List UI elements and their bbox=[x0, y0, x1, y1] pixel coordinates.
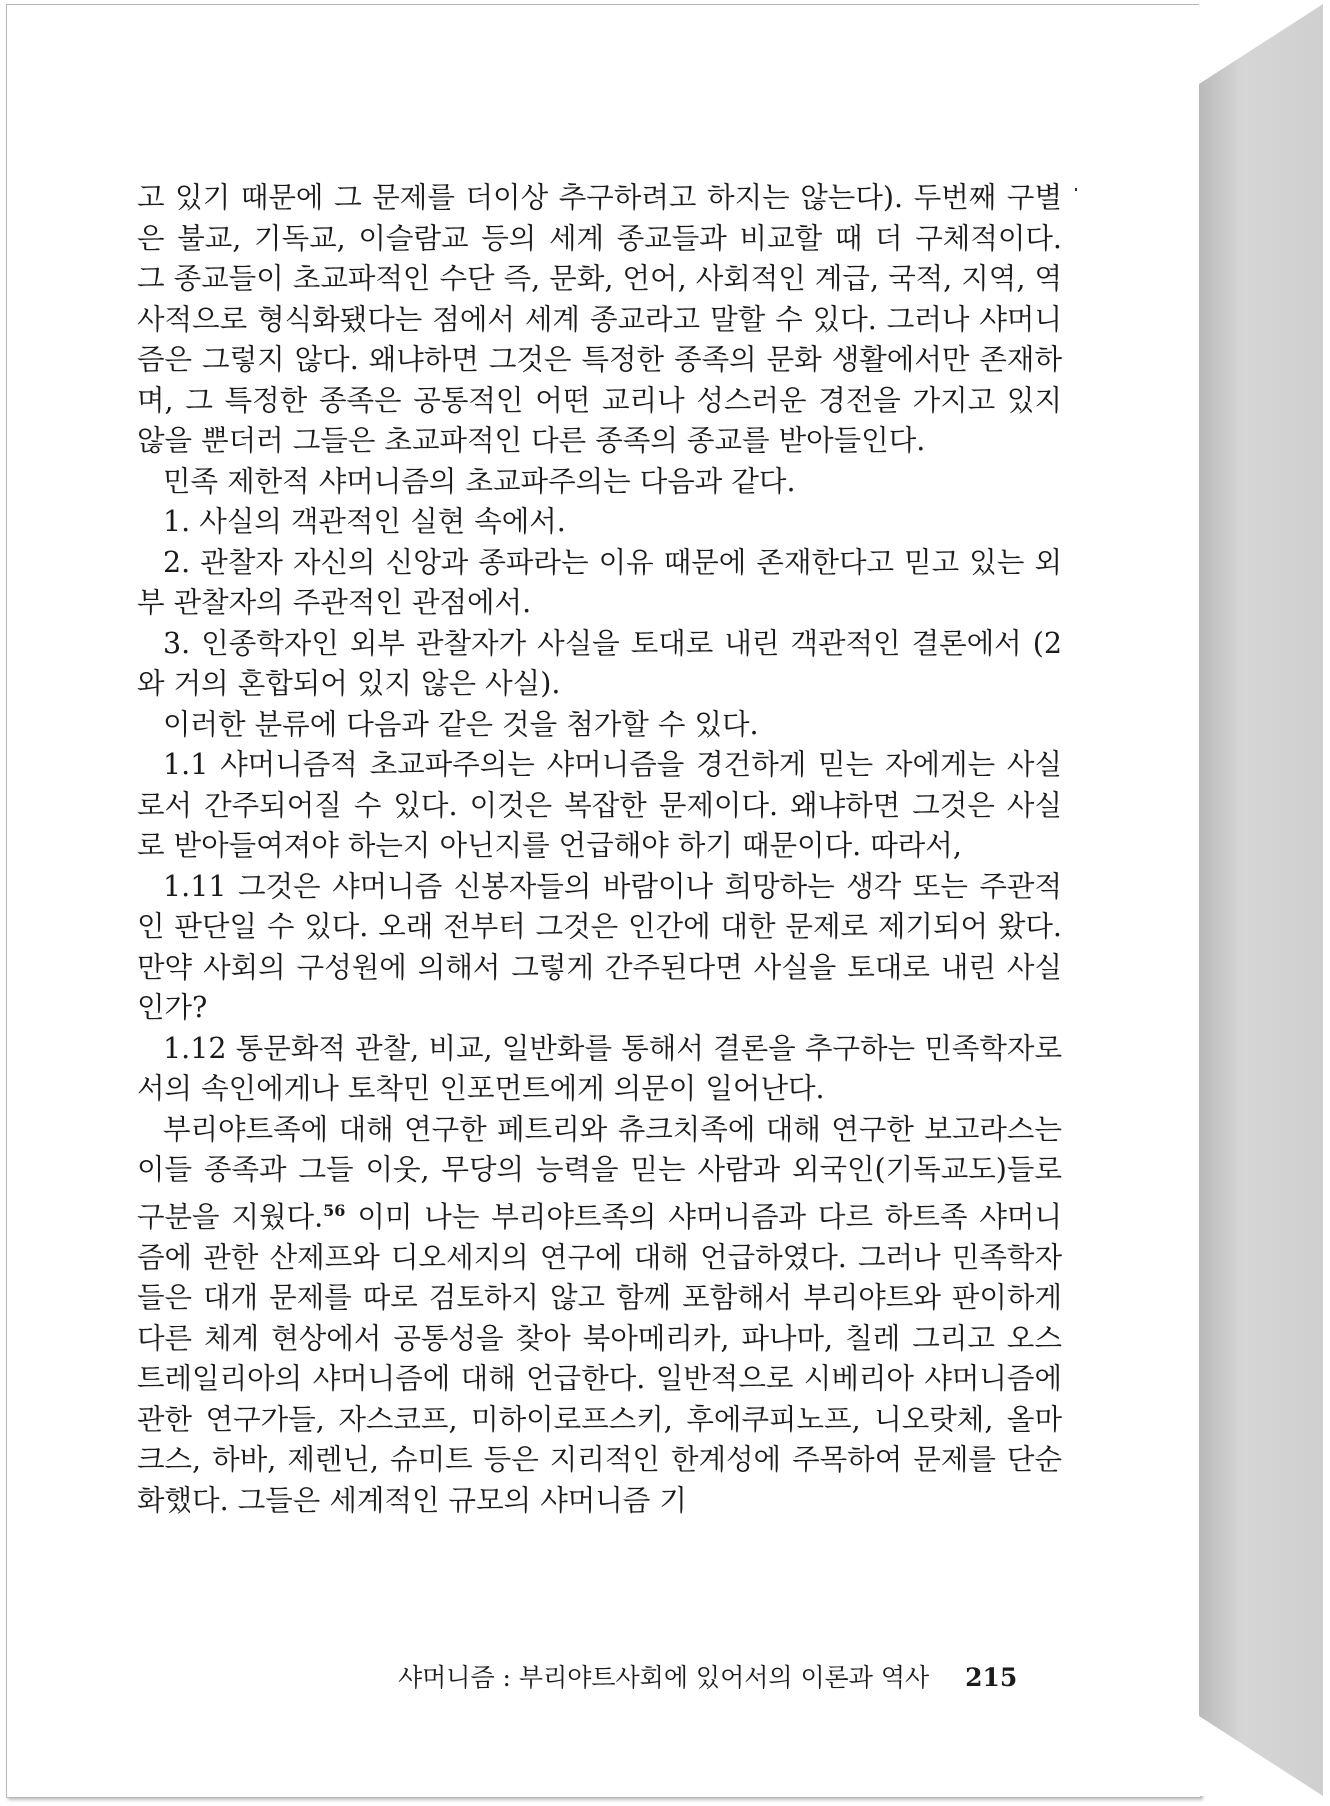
list-item-2: 2. 관찰자 자신의 신앙과 종파라는 이유 때문에 존재한다고 믿고 있는 외부 관찰자의 주관적인 관점에서. bbox=[137, 545, 1062, 619]
paragraph-1-11: 1.11 그것은 샤머니즘 신봉자들의 바람이나 희망하는 생각 또는 주관적인 판단일 수 있다. 오래 전부터 그것은 인간에 대한 문제로 제기되어 왔다. 만약 사회의 구성원에 의해서 그렇게 간주된다면 사실을 토대로 내린 사실인가? bbox=[137, 869, 1062, 1024]
paragraph-1: 고 있기 때문에 그 문제를 더이상 추구하려고 하지는 않는다). 두번째 구별은 불교, 기독교, 이슬람교 등의 세계 종교들과 비교할 때 더 구체적이다. 그 종교들이 초교파적인 수단 즉, 문화, 언어, 사회적인 계급, 국적, 지역, 역사적으로 형식화됐다는 점에서 세계 종교라고 말할 수 있다. 그러나 샤머니즘은 그렇지 않다. 왜냐하면 그것은 특정한 종족의 문화 생활에서만 존재하며, 그 특정한 종족은 공통적인 어떤 교리나 성스러운 경전을 가지고 있지 않을 뿐더러 그들은 초교파적인 다른 종족의 종교를 받아들인다. bbox=[137, 181, 1062, 457]
stray-mark bbox=[1075, 188, 1077, 191]
list-item-1: 1. 사실의 객관적인 실현 속에서. bbox=[163, 505, 566, 538]
running-title: 샤머니즘 : 부리야트사회에 있어서의 이론과 역사 bbox=[398, 1663, 930, 1692]
paragraph-1-12: 1.12 통문화적 관찰, 비교, 일반화를 통해서 결론을 추구하는 민족학자로서의 속인에게나 토착민 인포먼트에게 의문이 일어난다. bbox=[137, 1031, 1062, 1105]
body-text bbox=[137, 178, 1062, 1521]
list-item-3: 3. 인종학자인 외부 관찰자가 사실을 토대로 내린 객관적인 결론에서 (2와 거의 혼합되어 있지 않은 사실). bbox=[137, 626, 1062, 700]
paragraph-buryat-part2: 이미 나는 부리야트족의 샤머니즘과 다르 하트족 샤머니즘에 관한 산제프와 디오세지의 연구에 대해 언급하였다. 그러나 민족학자들은 대개 문제를 따로 검토하지 않고 함께 포함해서 부리야트와 판이하게 다른 체계 현상에서 공통성을 찾아 북아메리카, 파나마, 칠레 그리고 오스트레일리아의 샤머니즘에 대해 언급한다. 일반적으로 시베리아 샤머니즘에 관한 연구가들, 자스코프, 미하이로프스키, 후에쿠피노프, 니오랏체, 올마크스, 하바, 제렌닌, 슈미트 등은 지리적인 한계성에 주목하여 문제를 단순화했다. 그들은 세계적인 규모의 샤머니즘 기 bbox=[137, 1200, 1062, 1517]
paragraph-addition: 이러한 분류에 다음과 같은 것을 첨가할 수 있다. bbox=[163, 707, 759, 741]
spine-bottom-cut bbox=[1199, 1716, 1323, 1796]
footnote-marker: 56 bbox=[323, 1200, 346, 1220]
paragraph-1-1: 1.1 샤머니즘적 초교파주의는 샤머니즘을 경건하게 믿는 자에게는 사실로서 간주되어질 수 있다. 이것은 복잡한 문제이다. 왜냐하면 그것은 사실로 받아들여져야 하는지 아닌지를 언급해야 하기 때문이다. 따라서, bbox=[137, 748, 1062, 862]
page-number: 215 bbox=[965, 1663, 1018, 1692]
paragraph-buryat bbox=[137, 1110, 1062, 1522]
paragraph-2: 민족 제한적 샤머니즘의 초교파주의는 다음과 같다. bbox=[163, 464, 796, 498]
spine-top-cut bbox=[1199, 4, 1323, 84]
book-spine bbox=[1199, 4, 1323, 1796]
page-footer bbox=[398, 1658, 1038, 1694]
paragraph-buryat-part1: 부리야트족에 대해 연구한 페트리와 츄크치족에 대해 연구한 보고라스는 이들 종족과 그들 이웃, 무당의 능력을 믿는 사람과 외국인(기독교도)들로 구분을 지웠다. bbox=[137, 1112, 1062, 1233]
